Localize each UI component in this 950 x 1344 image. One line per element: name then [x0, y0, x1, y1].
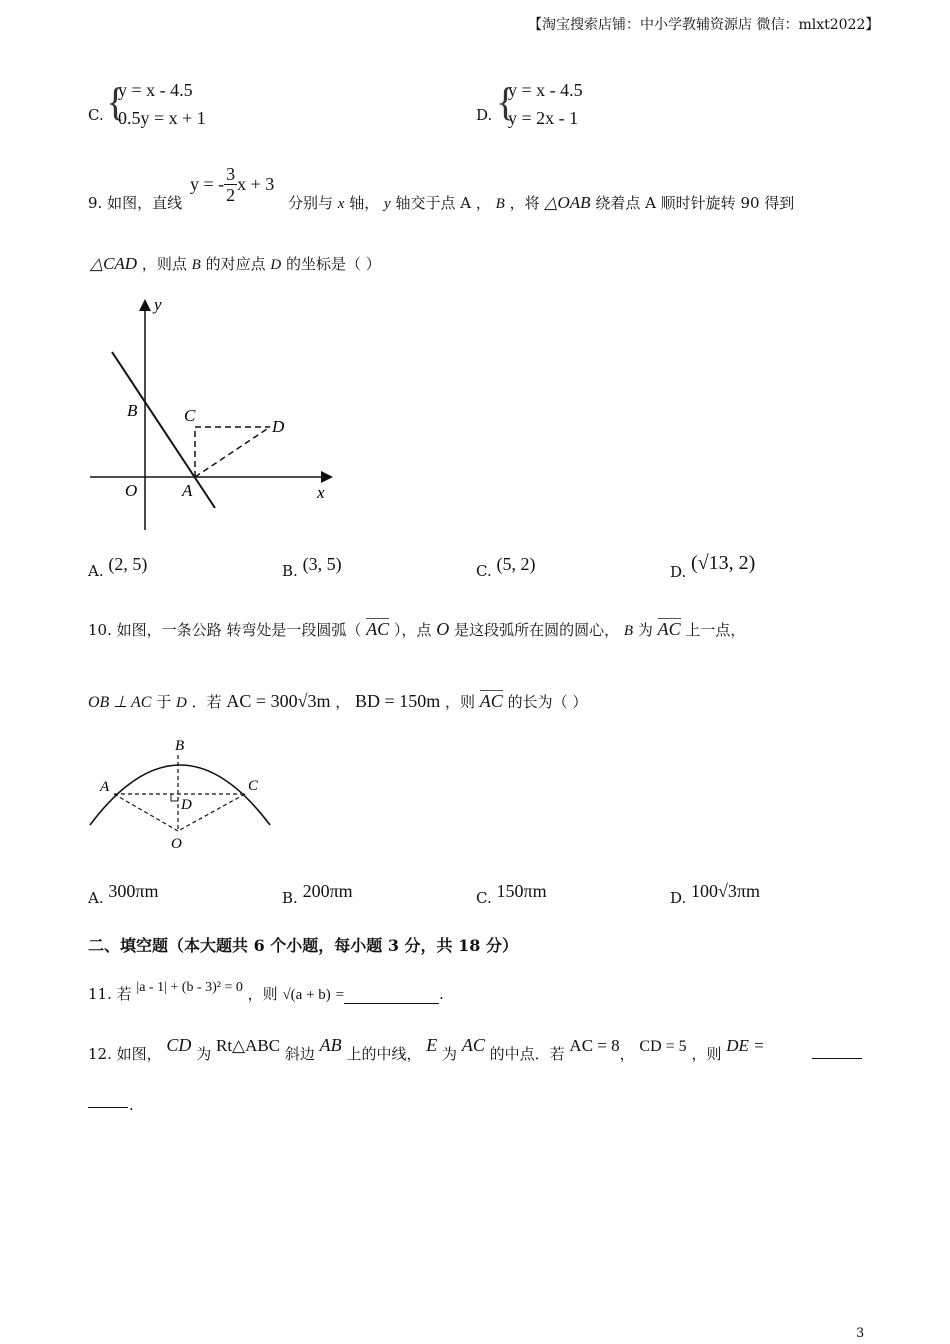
q9-text1: 分别与: [288, 194, 334, 212]
q9-option-d-value: (√13, 2): [691, 552, 756, 574]
q10-arc-ac-2: AC: [657, 619, 681, 639]
q9-option-b: [282, 554, 342, 581]
q10-text-1d: 为: [637, 621, 653, 639]
q10-label-b: B: [175, 738, 185, 754]
q8-option-d-line1: y = x - 4.5: [508, 80, 583, 100]
q12-answer-blank-part2[interactable]: [88, 1107, 128, 1108]
q9-text8: 的坐标是（ ）: [286, 255, 381, 273]
q12-w5: 的中点．若: [489, 1045, 565, 1063]
q10-condition-bd: BD = 150m: [355, 691, 441, 711]
q9-label-o: O: [125, 481, 138, 500]
q9-label-y: y: [154, 295, 162, 314]
q10-option-d-value: 100√3πm: [691, 881, 761, 901]
q8-option-c-label: C.: [88, 106, 104, 124]
q11-text: ，则: [247, 985, 278, 1003]
q9-text3: 轴交于点 A ，: [395, 194, 491, 212]
q9-equation: [190, 164, 274, 205]
q8-option-d-line2: y = 2x - 1: [508, 108, 579, 128]
q9-b2-var: B: [191, 257, 201, 273]
q9-label-x: x: [317, 483, 325, 502]
q9-option-b-label: B.: [282, 562, 298, 580]
q9-text2: 轴，: [349, 194, 380, 212]
q8-option-c-brace: {: [106, 79, 126, 124]
q10-b-var: B: [623, 623, 634, 639]
q9-option-d-label: D.: [670, 563, 687, 581]
q9-coordinate-figure: [85, 290, 345, 540]
q9-text-line2: [90, 253, 381, 274]
q9-option-a-label: A.: [88, 562, 104, 580]
q9-option-c: [476, 554, 536, 581]
q8-option-d-brace: {: [496, 79, 516, 124]
q10-text-2b: 于: [156, 693, 172, 711]
q9-label-a: A: [182, 481, 193, 500]
q10-label-d: D: [181, 797, 192, 813]
q10-text-1a: 10. 如图，一条公路 转弯处是一段圆弧（: [88, 621, 362, 639]
q10-d-var: D: [176, 695, 187, 711]
q9-option-b-value: (3, 5): [302, 554, 342, 574]
q12-ab: AB: [319, 1035, 342, 1055]
q10-option-c: [476, 881, 547, 908]
q10-option-b: [282, 881, 353, 908]
q9-option-c-label: C.: [476, 562, 492, 580]
q9-d-var: D: [270, 257, 282, 273]
q9-x-var: x: [337, 196, 345, 212]
q10-text-2e: 的长为（ ）: [507, 693, 588, 711]
q9-triangle-cad: △CAD: [90, 254, 138, 273]
q9-text-line1: [288, 192, 794, 213]
q10-arc-figure: [85, 735, 280, 855]
page-number: 3: [856, 1326, 865, 1341]
q10-condition-ac: AC = 300√3m: [226, 691, 331, 711]
q9-text7: 的对应点: [205, 255, 266, 273]
q8-option-c-line1: y = x - 4.5: [118, 80, 193, 100]
q12-w2: 斜边: [284, 1045, 315, 1063]
q10-option-a-label: A.: [88, 889, 104, 907]
q10-option-a-value: 300πm: [108, 881, 159, 901]
q9-text6: ，则点: [141, 255, 187, 273]
q10-text-2d: ，则: [445, 693, 476, 711]
q12-line1: 12. 如图， CD 为 Rt△ABC 斜边 AB 上的中线， E 为 AC 的中点．若 AC = 8， CD = 5 ，则 DE =: [88, 1035, 765, 1063]
q12-w3: 上的中线，: [346, 1045, 422, 1063]
q11-period: .: [439, 985, 444, 1003]
q11-expression: √(a + b): [282, 987, 331, 1003]
q10-text-1e: 上一点，: [685, 621, 746, 639]
q9-eq-numerator: 3: [226, 164, 236, 184]
q10-ob-perp-ac: OB ⊥ AC: [88, 694, 152, 711]
q10-text-line1: [88, 619, 745, 640]
q10-arc-ac-3: AC: [479, 691, 503, 711]
q10-arc-ac-1: AC: [366, 619, 390, 639]
q10-separator: ，: [335, 693, 351, 711]
q9-option-a: [88, 554, 148, 581]
q12-w4: 为: [442, 1045, 458, 1063]
q10-right-angle-mark: [171, 794, 178, 801]
q11-number: 11. 若: [88, 985, 132, 1003]
q9-eq-lhs: y = -: [190, 174, 225, 194]
q10-option-b-label: B.: [282, 889, 298, 907]
q9-text5: 绕着点 A 顺时针旋转 90 得到: [595, 194, 795, 212]
q12-w1: 为: [196, 1045, 212, 1063]
q12-w6: ，则: [691, 1045, 722, 1063]
q9-option-a-value: (2, 5): [108, 554, 148, 574]
q12-rt-triangle: Rt△ABC: [216, 1036, 281, 1055]
q9-number: 9. 如图，直线: [88, 194, 183, 212]
q12-ac: AC: [461, 1035, 485, 1055]
q12-de: DE =: [726, 1036, 765, 1055]
q10-label-c: C: [248, 778, 259, 794]
q12-period: .: [129, 1096, 134, 1114]
q10-segment-ao: [114, 794, 178, 831]
q12-number: 12. 如图，: [88, 1045, 162, 1063]
q12-e: E: [426, 1035, 438, 1055]
q10-option-b-value: 200πm: [302, 881, 353, 901]
q9-label-c: C: [184, 406, 196, 425]
section-fill-in-title: 二、填空题（本大题共 6 个小题，每小题 3 分，共 18 分）: [88, 936, 518, 955]
q8-option-c-line2: 0.5y = x + 1: [118, 108, 206, 128]
q10-option-a: [88, 881, 159, 908]
q9-segment-ad: [195, 427, 270, 477]
q11-equals: =: [335, 987, 345, 1003]
q8-option-d-label: D.: [476, 106, 493, 124]
q9-y-var: y: [384, 196, 391, 212]
q9-eq-rhs: x + 3: [237, 174, 275, 194]
q10-option-d: [670, 881, 761, 908]
q9-option-c-value: (5, 2): [496, 554, 536, 574]
q11-line: [88, 980, 444, 1004]
q9-triangle-oab: △OAB: [544, 193, 591, 212]
q10-text-1b: ），点: [393, 621, 432, 639]
q12-condition-ac: AC = 8: [569, 1036, 620, 1055]
q10-option-d-label: D.: [670, 889, 687, 907]
q12-condition-cd: CD = 5: [639, 1038, 687, 1055]
q11-answer-blank[interactable]: [344, 985, 439, 1004]
q9-option-d: [670, 552, 756, 583]
q10-label-o: O: [171, 836, 182, 852]
q11-condition: |a - 1| + (b - 3)² = 0: [136, 980, 243, 995]
header-banner: 【淘宝搜索店铺：中小学教辅资源店 微信：mlxt2022】: [528, 17, 880, 33]
q9-text4: ，将: [509, 194, 540, 212]
q9-b-var: B: [495, 196, 505, 212]
q10-text-line2: [88, 691, 587, 712]
q9-label-b: B: [127, 401, 138, 420]
q9-eq-denominator: 2: [226, 185, 236, 205]
q10-label-a: A: [100, 779, 110, 795]
q12-cd: CD: [166, 1035, 192, 1055]
q10-text-2c: ．若: [191, 693, 222, 711]
q10-o-var: O: [436, 619, 450, 639]
q10-text-1c: 是这段弧所在圆的圆心，: [454, 621, 620, 639]
q9-label-d: D: [272, 417, 285, 436]
q12-answer-blank-part1[interactable]: [812, 1058, 862, 1059]
q10-option-c-value: 150πm: [496, 881, 547, 901]
q10-option-c-label: C.: [476, 889, 492, 907]
